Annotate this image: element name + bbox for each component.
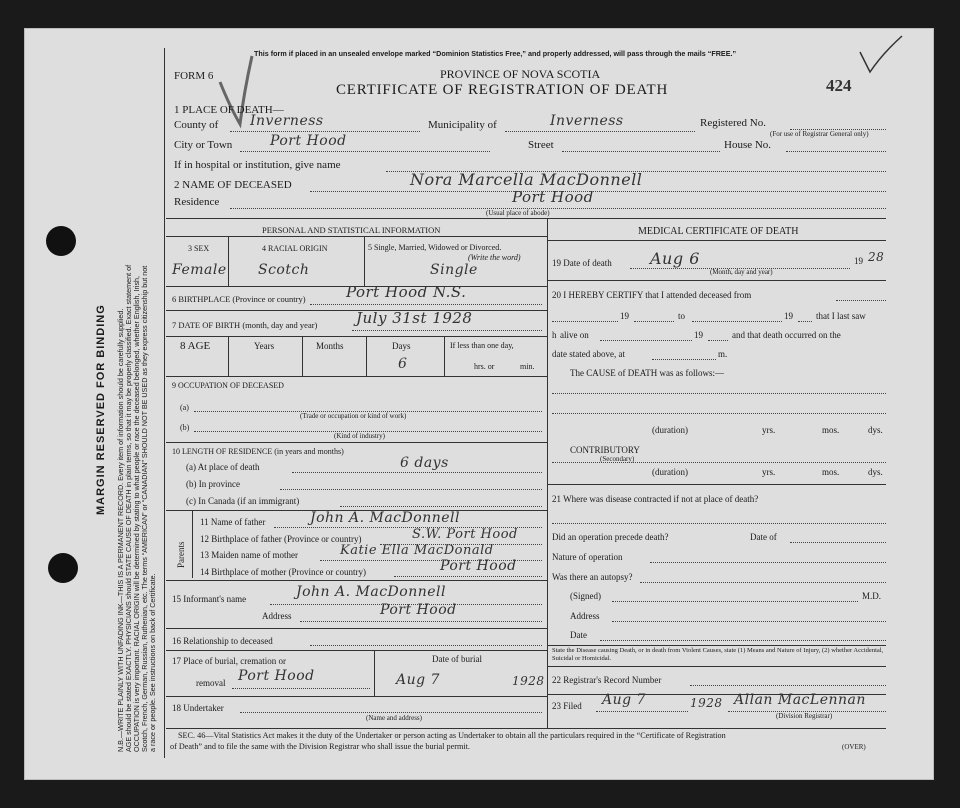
occupation-label: 9 OCCUPATION OF DECEASED <box>172 381 284 390</box>
form-left-border <box>164 48 165 758</box>
margin-note-1: N.B.—WRITE PLAINLY WITH UNFADING INK—THIS IS A PERMANENT RECORD. Every item of information should be carefully supplied. <box>116 308 125 752</box>
cause-label: The CAUSE of DEATH was as follows:— <box>570 368 724 378</box>
years-label: Years <box>254 341 275 351</box>
filed-date-value: Aug 7 <box>602 692 646 708</box>
margin-binding-label: MARGIN RESERVED FOR BINDING <box>95 304 107 515</box>
signed-label: (Signed) <box>570 591 601 601</box>
less-than-day-label: If less than one day, <box>450 341 514 350</box>
informant-label: 15 Informant's name <box>172 594 247 604</box>
operation-date-label: Date of <box>750 532 777 542</box>
municipality-label: Municipality of <box>428 119 497 131</box>
nature-label: Nature of operation <box>552 552 623 562</box>
marital-label: 5 Single, Married, Widowed or Divorced. <box>368 243 502 252</box>
marital-note: (Write the word) <box>468 253 521 262</box>
residence-a-label: (a) At place of death <box>186 462 260 472</box>
mos-2: mos. <box>822 467 840 477</box>
residence-note: (Usual place of abode) <box>486 209 550 217</box>
informant-address-value: Port Hood <box>380 602 457 618</box>
burial-year-value: 1928 <box>512 674 545 688</box>
alive-19: 19 <box>694 330 703 340</box>
occupation-b: (b) <box>180 423 190 432</box>
informant-address-label: Address <box>262 611 292 621</box>
burial-place-label: 17 Place of burial, cremation or <box>172 656 286 666</box>
informant-value: John A. MacDonnell <box>296 584 446 600</box>
duration-1: (duration) <box>652 425 688 435</box>
alive-on-label: alive on <box>560 330 589 340</box>
md-label: M.D. <box>862 591 882 601</box>
father-value: John A. MacDonnell <box>310 510 460 526</box>
occupation-a-note: (Trade or occupation or kind of work) <box>300 412 407 420</box>
certify-last-saw: that I last saw <box>816 311 866 321</box>
yrs-1: yrs. <box>762 425 776 435</box>
removal-label: removal <box>196 678 226 688</box>
contributory-label: CONTRIBUTORY <box>570 445 640 455</box>
sex-value: Female <box>172 262 227 278</box>
province-heading: PROVINCE OF NOVA SCOTIA <box>440 67 601 81</box>
division-registrar-signature: Allan MacLennan <box>734 692 866 708</box>
physician-address-label: Address <box>570 611 600 621</box>
birthplace-value: Port Hood N.S. <box>346 283 467 301</box>
occupation-a: (a) <box>180 403 189 412</box>
form-number: FORM 6 <box>174 70 214 82</box>
filed-year-value: 1928 <box>690 696 723 710</box>
undertaker-note: (Name and address) <box>366 714 422 722</box>
days-value: 6 <box>398 356 408 372</box>
mother-birthplace-value: Port Hood <box>440 558 517 574</box>
autopsy-label: Was there an autopsy? <box>552 572 633 582</box>
footer-over: (OVER) <box>842 743 866 751</box>
margin-note-4: Scotch, French, German, Russian, Ruthenian, etc. The terms “AMERICAN” or “CANADIAN” SHOULD NOT BE USED as they express citizenship but not <box>140 265 149 752</box>
mother-value: Katie Ella MacDonald <box>340 543 494 558</box>
street-label: Street <box>528 139 554 151</box>
filed-label: 23 Filed <box>552 701 582 711</box>
certify-label: 20 I HEREBY CERTIFY that I attended deceased from <box>552 290 752 300</box>
registrar-record-label: 22 Registrar's Record Number <box>552 675 662 685</box>
yrs-2: yrs. <box>762 467 776 477</box>
physician-date-label: Date <box>570 630 587 640</box>
dob-value: July 31st 1928 <box>356 309 473 327</box>
operation-label: Did an operation precede death? <box>552 532 669 542</box>
margin-note-3: OCCUPATION is very important. RACIAL ORIGIN will be determined by stating to what people or race the deceased belonged, whether English, Irish, <box>132 275 141 752</box>
min-label: min. <box>520 362 535 371</box>
mos-1: mos. <box>822 425 840 435</box>
occupation-b-note: (Kind of industry) <box>334 432 385 440</box>
burial-place-value: Port Hood <box>238 668 315 684</box>
certificate-sheet <box>24 28 934 780</box>
marital-value: Single <box>430 262 478 278</box>
months-label: Months <box>316 341 344 351</box>
county-value: Inverness <box>250 113 324 129</box>
dob-label: 7 DATE OF BIRTH (month, day and year) <box>172 320 318 330</box>
postal-notice: This form if placed in an unsealed envelope marked “Dominion Statistics Free,” and properly addressed, will pass through the mails “FREE.” <box>254 49 737 58</box>
racial-origin-label: 4 RACIAL ORIGIN <box>262 244 328 253</box>
residence-b-label: (b) In province <box>186 479 240 489</box>
margin-note-2: AGE should be stated EXACTLY. PHYSICIANS should STATE CAUSE OF DEATH in plain terms, so that it may be properly classified. Exact statement of <box>124 264 133 752</box>
mother-label: 13 Maiden name of mother <box>200 550 298 560</box>
burial-date-label: Date of burial <box>432 654 482 664</box>
binding-hole-top <box>46 226 76 256</box>
registrar-use-note: (For use of Registrar General only) <box>770 130 869 138</box>
city-value: Port Hood <box>270 133 347 149</box>
certify-19-a: 19 <box>620 311 629 321</box>
undertaker-label: 18 Undertaker <box>172 703 224 713</box>
sex-label: 3 SEX <box>188 244 210 253</box>
corner-check-icon <box>858 30 908 80</box>
dod-year-value: 28 <box>868 250 885 264</box>
parents-side-label: Parents <box>176 541 186 568</box>
personal-info-heading: PERSONAL AND STATISTICAL INFORMATION <box>262 225 441 235</box>
certificate-title: CERTIFICATE OF REGISTRATION OF DEATH <box>336 82 669 98</box>
dys-2: dys. <box>868 467 883 477</box>
mother-birthplace-label: 14 Birthplace of mother (Province or country) <box>200 567 366 577</box>
certificate-number: 424 <box>826 76 852 95</box>
certify-19-b: 19 <box>784 311 793 321</box>
medical-heading: MEDICAL CERTIFICATE OF DEATH <box>638 226 799 237</box>
residence-value: Port Hood <box>512 188 594 206</box>
residence-a-value: 6 days <box>400 455 449 471</box>
death-occurred-label: and that death occurred on the <box>732 330 841 340</box>
binding-hole-bottom <box>48 553 78 583</box>
dod-year-prefix: 19 <box>854 256 863 266</box>
age-label: 8 AGE <box>180 340 211 352</box>
violent-causes-note: State the Disease causing Death, or in death from Violent Causes, state (1) Means and Nature of Injury, (2) whether Accidental, Suicidal or Homicidal. <box>552 647 884 662</box>
residence-label: Residence <box>174 196 220 208</box>
hospital-label: If in hospital or institution, give name <box>174 159 341 171</box>
date-stated-label: date stated above, at <box>552 349 625 359</box>
date-of-death-value: Aug 6 <box>650 249 700 268</box>
footer-line-2: of Death” and to file the same with the Division Registrar who shall issue the burial permit. <box>170 742 470 751</box>
registered-no-label: Registered No. <box>700 117 766 129</box>
secondary-note: (Secondary) <box>600 455 635 463</box>
father-birthplace-value: S.W. Port Hood <box>412 527 518 542</box>
county-label: County of <box>174 119 219 131</box>
residence-c-label: (c) In Canada (if an immigrant) <box>186 496 300 506</box>
m-label: m. <box>718 349 728 359</box>
footer-line-1: SEC. 46—Vital Statistics Act makes it the duty of the Undertaker or person acting as Undertaker to obtain all the particulars required in the “Certificate of Registration <box>178 731 726 740</box>
city-label: City or Town <box>174 139 233 151</box>
dys-1: dys. <box>868 425 883 435</box>
certify-to: to <box>678 311 686 321</box>
place-of-death-heading: 1 PLACE OF DEATH— <box>174 104 284 116</box>
birthplace-label: 6 BIRTHPLACE (Province or country) <box>172 294 306 304</box>
relationship-label: 16 Relationship to deceased <box>172 636 273 646</box>
father-birthplace-label: 12 Birthplace of father (Province or country) <box>200 534 362 544</box>
margin-note-5: a race or people. See instructions on back of Certificate. <box>148 573 157 752</box>
hrs-label: hrs. or <box>474 362 495 371</box>
date-of-death-note: (Month, day and year) <box>710 268 773 276</box>
deceased-name-label: 2 NAME OF DECEASED <box>174 179 292 191</box>
father-label: 11 Name of father <box>200 517 266 527</box>
racial-origin-value: Scotch <box>258 262 310 278</box>
house-no-label: House No. <box>724 139 772 151</box>
municipality-value: Inverness <box>550 113 624 129</box>
contracted-label: 21 Where was disease contracted if not at place of death? <box>552 494 759 504</box>
burial-date-value: Aug 7 <box>396 672 440 688</box>
days-label: Days <box>392 341 411 351</box>
deceased-name-value: Nora Marcella MacDonnell <box>410 170 643 189</box>
certify-h: h <box>552 330 557 340</box>
date-of-death-label: 19 Date of death <box>552 258 612 268</box>
residence-length-label: 10 LENGTH OF RESIDENCE (in years and months) <box>172 447 344 456</box>
duration-2: (duration) <box>652 467 688 477</box>
division-registrar-note: (Division Registrar) <box>776 712 833 720</box>
